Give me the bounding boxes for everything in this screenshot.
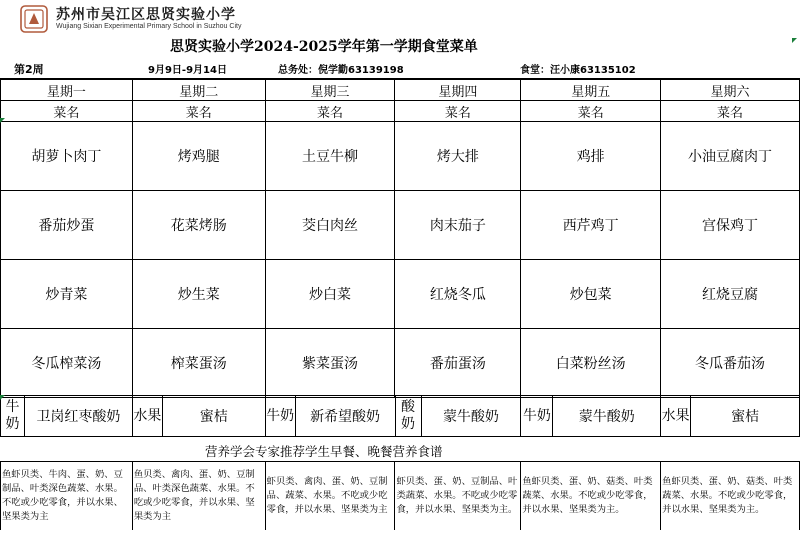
dish-cell: 炒生菜	[132, 260, 265, 329]
dish-cell: 冬瓜番茄汤	[661, 329, 800, 398]
milk-label: 酸奶	[395, 396, 421, 437]
dish-cell: 烤大排	[395, 122, 521, 191]
school-logo	[20, 5, 48, 33]
milk-item: 新希望酸奶	[295, 396, 395, 437]
dish-cell: 白菜粉丝汤	[521, 329, 661, 398]
milk-item: 蜜桔	[691, 396, 800, 437]
milk-item: 蒙牛酸奶	[553, 396, 661, 437]
dish-cell: 烤鸡腿	[132, 122, 265, 191]
milk-label: 水果	[132, 396, 162, 437]
school-name-en: Wujiang Sixian Experimental Primary School in Suzhou City	[56, 23, 242, 30]
dish-cell: 茭白肉丝	[265, 191, 395, 260]
milk-label: 牛奶	[1, 396, 25, 437]
dish-label: 菜名	[521, 101, 661, 122]
dish-label: 菜名	[132, 101, 265, 122]
milk-item: 蜜桔	[162, 396, 265, 437]
dish-cell: 肉末茄子	[395, 191, 521, 260]
dish-label: 菜名	[265, 101, 395, 122]
dish-cell: 土豆牛柳	[265, 122, 395, 191]
page-title: 思贤实验小学2024-2025学年第一学期食堂菜单	[170, 39, 478, 55]
canteen-contact: 食堂：汪小康63135102	[520, 65, 636, 76]
day-header: 星期二	[132, 80, 265, 101]
dish-label: 菜名	[1, 101, 133, 122]
advice-cell: 虾贝类、禽肉、蛋、奶、豆制品、蔬菜、水果。不吃或少吃零食，并以水果、坚果类为主	[265, 462, 395, 531]
advice-cell: 鱼虾贝类、蛋、奶、菇类、叶类蔬菜、水果。不吃或少吃零食，并以水果、坚果类为主。	[661, 462, 800, 531]
date-range: 9月9日-9月14日	[148, 65, 227, 76]
week-label: 第2周	[14, 63, 44, 76]
dish-cell: 炒青菜	[1, 260, 133, 329]
milk-label: 牛奶	[521, 396, 553, 437]
dish-cell: 西芹鸡丁	[521, 191, 661, 260]
dish-cell: 红烧豆腐	[661, 260, 800, 329]
dish-cell: 炒白菜	[265, 260, 395, 329]
advice-cell: 鱼虾贝类、蛋、奶、菇类、叶类蔬菜、水果。不吃或少吃零食，并以水果、坚果类为主。	[521, 462, 661, 531]
milk-label: 牛奶	[265, 396, 295, 437]
dish-cell: 番茄蛋汤	[395, 329, 521, 398]
advice-cell: 鱼虾贝类、牛肉、蛋、奶、豆制品、叶类深色蔬菜、水果。不吃或少吃零食，并以水果、坚果类为主	[1, 462, 133, 531]
dish-label: 菜名	[661, 101, 800, 122]
dish-cell: 胡萝卜肉丁	[1, 122, 133, 191]
day-header: 星期一	[1, 80, 133, 101]
day-header: 星期五	[521, 80, 661, 101]
dish-cell: 冬瓜榨菜汤	[1, 329, 133, 398]
comment-marker-icon	[792, 38, 797, 43]
milk-item: 蒙牛酸奶	[421, 396, 521, 437]
menu-table	[0, 79, 800, 398]
advice-title: 营养学会专家推荐学生早餐、晚餐营养食谱	[205, 444, 443, 459]
school-name: 苏州市吴江区思贤实验小学	[56, 7, 236, 23]
milk-label: 水果	[661, 396, 691, 437]
advice-table	[0, 461, 800, 530]
dish-cell: 红烧冬瓜	[395, 260, 521, 329]
dish-cell: 宫保鸡丁	[661, 191, 800, 260]
day-header: 星期三	[265, 80, 395, 101]
general-affairs-contact: 总务处：倪学勤63139198	[278, 65, 404, 76]
dish-label: 菜名	[395, 101, 521, 122]
advice-cell: 虾贝类、蛋、奶、豆制品、叶类蔬菜、水果。不吃或少吃零食，并以水果、坚果类为主。	[395, 462, 521, 531]
day-header: 星期四	[395, 80, 521, 101]
dish-cell: 榨菜蛋汤	[132, 329, 265, 398]
dish-cell: 花菜烤肠	[132, 191, 265, 260]
dish-cell: 小油豆腐肉丁	[661, 122, 800, 191]
day-header: 星期六	[661, 80, 800, 101]
milk-item: 卫岗红枣酸奶	[24, 396, 132, 437]
advice-cell: 鱼贝类、禽肉、蛋、奶、豆制品、叶类深色蔬菜、水果。不吃或少吃零食，并以水果、坚果类为主	[132, 462, 265, 531]
dish-cell: 鸡排	[521, 122, 661, 191]
dish-cell: 紫菜蛋汤	[265, 329, 395, 398]
dish-cell: 番茄炒蛋	[1, 191, 133, 260]
dish-cell: 炒包菜	[521, 260, 661, 329]
milk-fruit-table	[0, 395, 800, 437]
comment-marker-icon	[0, 395, 5, 400]
comment-marker-icon	[0, 118, 5, 123]
